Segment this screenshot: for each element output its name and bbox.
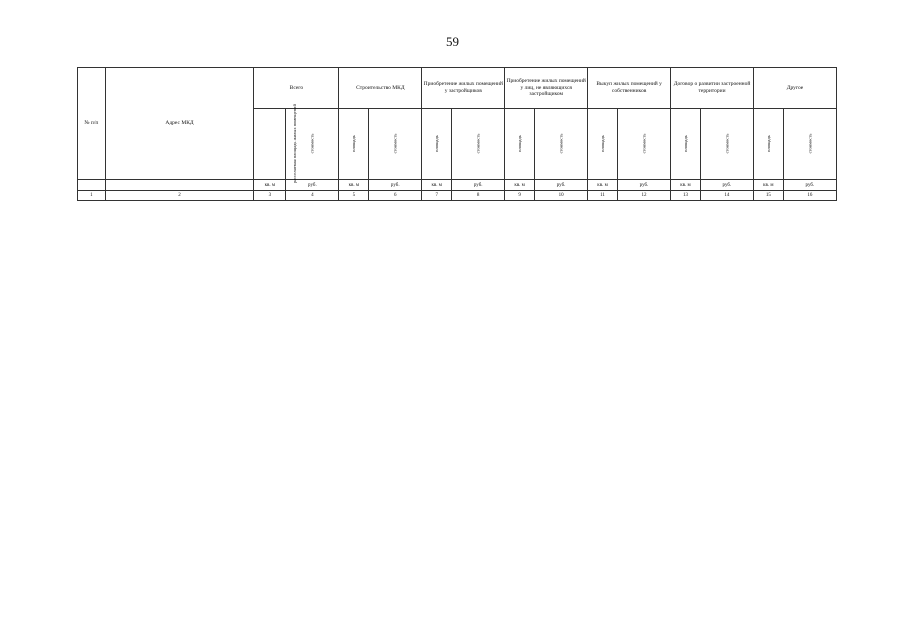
column-number: 4 [286,191,339,201]
sub-column-header [369,109,422,180]
column-number: 3 [254,191,286,201]
column-number: 16 [783,191,836,201]
page-number: 59 [446,34,459,49]
unit-cell: руб. [617,180,670,191]
sub-column-header [254,104,298,183]
group-header: Договор о развитии застроенной территории [671,68,754,109]
sub-column-label: стоимость [724,133,730,154]
resettlement-table [77,67,837,201]
unit-cell: руб. [783,180,836,191]
sub-column-label: площадь [682,135,688,152]
sub-column-header [452,109,505,180]
sub-column-label: площадь [600,135,606,152]
column-number: 13 [671,191,701,201]
group-header: Приобретение жилых помещений у застройщиков [422,68,505,109]
unit-cell: руб. [700,180,753,191]
sub-column-label: стоимость [309,133,315,154]
sub-column-header [783,109,836,180]
unit-cell: руб. [369,180,422,191]
group-header: Строительство МКД [339,68,422,109]
unit-cell: кв. м [422,180,452,191]
sub-column-label: стоимость [807,133,813,154]
sub-column-header [700,109,753,180]
column-number: 2 [105,191,254,201]
column-number: 15 [753,191,783,201]
column-number: 6 [369,191,422,201]
column-number: 9 [505,191,535,201]
column-number: 10 [535,191,588,201]
sub-column-header [339,109,369,180]
sub-column-label: стоимость [475,133,481,154]
sub-column-header [505,109,535,180]
unit-cell: кв. м [588,180,618,191]
sub-column-label: стоимость [641,133,647,154]
sub-column-header [671,109,701,180]
sub-column-label: площадь [351,135,357,152]
sub-column-label: площадь [517,135,523,152]
group-header: Выкуп жилых помещений у собственников [588,68,671,109]
sub-column-label: площадь [765,135,771,152]
sub-column-header [535,109,588,180]
unit-cell: кв. м [753,180,783,191]
column-number: 12 [617,191,670,201]
column-number: 7 [422,191,452,201]
unit-cell: кв. м [671,180,701,191]
sub-column-header [753,109,783,180]
unit-cell: руб. [535,180,588,191]
group-header: Приобретение жилых помещений у лиц, не являющихся застройщиком [505,68,588,109]
sub-column-header [617,109,670,180]
group-header: Другое [753,68,836,109]
sub-column-header [588,109,618,180]
unit-cell: кв. м [339,180,369,191]
column-number: 14 [700,191,753,201]
column-number: 1 [78,191,106,201]
sub-column-label: стоимость [392,133,398,154]
unit-cell: кв. м [505,180,535,191]
sub-column-label: расселяемая площадь жилых помещений [292,104,298,183]
column-number: 8 [452,191,505,201]
unit-cell: руб. [286,180,339,191]
sub-column-label: стоимость [558,133,564,154]
sub-column-label: площадь [434,135,440,152]
unit-cell: кв. м [254,180,286,191]
col-no-header: № п/п [78,68,106,180]
column-number: 5 [339,191,369,201]
group-header: Всего [254,68,339,109]
sub-column-header [422,109,452,180]
column-number: 11 [588,191,618,201]
unit-cell: руб. [452,180,505,191]
col-address-header: Адрес МКД [105,68,254,180]
